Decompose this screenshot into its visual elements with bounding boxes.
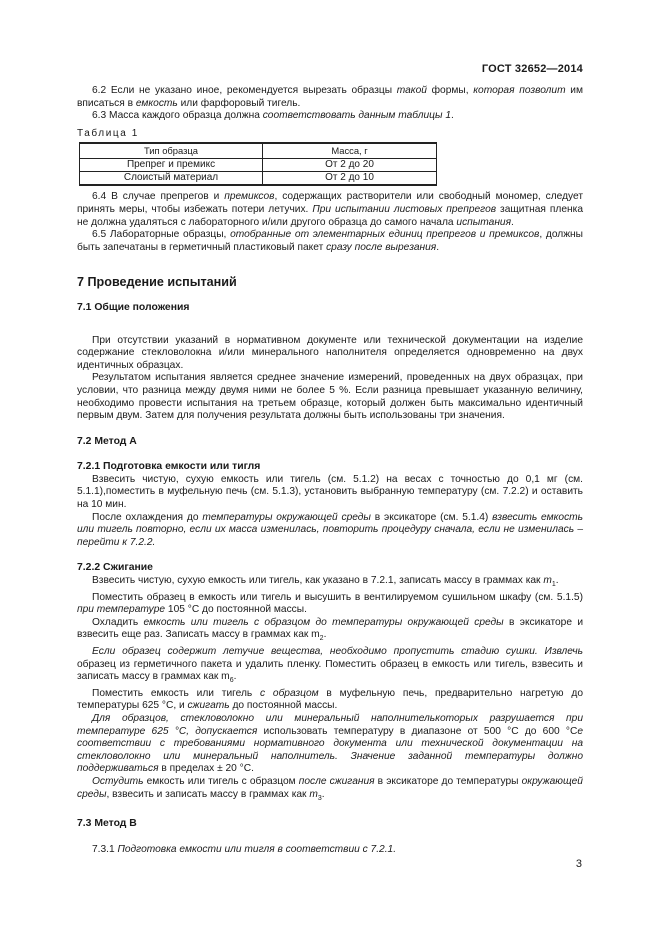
paragraph-7-2-2-d: Если образец содержит летучие вещества, необходимо пропустить стадию сушки. Извлечь образец из герметичного пакета и удалить пленку. Поместить образец в емкость или тигель, взвесить и записать массу в граммах как $m_6$. <box>77 646 583 685</box>
paragraph-7-2-2-c: Охладить емкость или тигель с образцом до температуры окружающей среды в эксикаторе и взвесить еще раз. Записать массу в граммах как $m_2$. <box>77 616 584 643</box>
table-caption: Таблица 1 <box>77 127 139 139</box>
table-cell: От 2 до 20 <box>263 159 437 172</box>
paragraph-7-2-1-b: После охлаждения до температуры окружающей среды в эксикаторе (см. 5.1.4) взвесить емкость или тигель повторно, если их масса изменилась, повторить процедуру сначала, если не изменилась – перейти к 7.2.2. <box>77 511 584 548</box>
page-number: 3 <box>575 858 582 870</box>
document-code: ГОСТ 32652—2014 <box>481 63 583 75</box>
paragraph-7-2-2-e: Поместить емкость или тигель с образцом в муфельную печь, предварительно нагретую до температуры 625 °С, и сжигать до постоянной массы. <box>77 687 583 712</box>
paragraph-7-2-2-a: Взвесить чистую, сухую емкость или тигель, как указано в 7.2.1, записать массу в граммах как $m_1$. <box>92 575 559 589</box>
section-7-heading: 7 Проведение испытаний <box>77 275 237 290</box>
paragraph-6-3: 6.3 Масса каждого образца должна соответствовать данным таблицы 1. <box>92 110 454 122</box>
paragraph-7-2-2-g: Остудить емкость или тигель с образцом после сжигания в эксикаторе до температуры окружающей среды, взвесить и записать массу в граммах как $m_3$. <box>77 776 583 802</box>
paragraph-7-2-2-f: Для образцов, стекловолокно или минеральный наполнителькоторых разрушается при температуре 625 °С, допускается использовать температуру в диапазоне от 500 °С до 600 °Сe соответствии с требованиями нормативного документа или технической документации на стекловолокно или минеральный наполнитель. Значение заданной температуры должно поддерживаться в пределах ± 20 °С. <box>77 713 583 775</box>
table-cell: Препрег и премикс <box>80 159 263 172</box>
table-header-type: Тип образца <box>80 143 263 159</box>
paragraph-7-2-1-a: Взвесить чистую, сухую емкость или тигель (см. 5.1.2) на весах с точностью до 0,1 мг (см. 5.1.1),поместить в муфельную печь (см. 5.1.3), установить выбранную температуру (см. 7.2.2) и оставить на 10 мин. <box>77 473 583 511</box>
paragraph-7-2-2-b: Поместить образец в емкость или тигель и высушить в вентилируемом сушильном шкафу (см. 5.1.5) при температуре 105 °С до постоянной массы. <box>77 591 583 616</box>
table-1 <box>79 142 437 186</box>
paragraph-6-2: 6.2 Если не указано иное, рекомендуется вырезать образцы такой формы, которая позволит им вписаться в емкость или фарфоровый тигель. <box>77 85 583 109</box>
page-content <box>77 85 583 856</box>
section-7-2-2-heading: 7.2.2 Сжигание <box>77 562 153 574</box>
table-header-mass: Масса, г <box>263 143 437 159</box>
paragraph-6-4: 6.4 В случае препрегов и премиксов, содержащих растворители или свободный мономер, следует принять меры, чтобы избежать потери летучих. При испытании листовых препрегов защитная пленка не должна удаляться с лабораторного и/или другого образца до самого начала испытания. <box>77 191 583 228</box>
paragraph-7-3-1: 7.3.1 Подготовка емкости или тигля в соответствии с 7.2.1. <box>92 843 397 855</box>
section-7-1-heading: 7.1 Общие положения <box>77 301 190 313</box>
table-cell: Слоистый материал <box>80 172 263 186</box>
paragraph-7-1-b: Результатом испытания является среднее значение измерений, проведенных на двух образцах, при условии, что разница между двумя ними не более 5 %. Если разница превышает указанную величину, необходимо провести испытания на третьем образце, который должен быть максимально идентичный первым двум. Затем для получения результата должны быть использованы три значения. <box>77 372 583 422</box>
table-cell: От 2 до 10 <box>263 172 437 186</box>
paragraph-6-5: 6.5 Лабораторные образцы, отобранные от элементарных единиц препрегов и премиксов, должны быть запечатаны в герметичный пластиковый пакет сразу после вырезания. <box>77 229 583 253</box>
section-7-2-heading: 7.2 Метод А <box>77 435 137 447</box>
section-7-2-1-heading: 7.2.1 Подготовка емкости или тигля <box>77 461 261 473</box>
section-7-3-heading: 7.3 Метод В <box>77 818 137 830</box>
paragraph-7-1-a: При отсутствии указаний в нормативном документе или технической документации на изделие содержание стекловолокна и/или минерального наполнителя определяется одновременно на двух идентичных образцах. <box>77 334 583 371</box>
